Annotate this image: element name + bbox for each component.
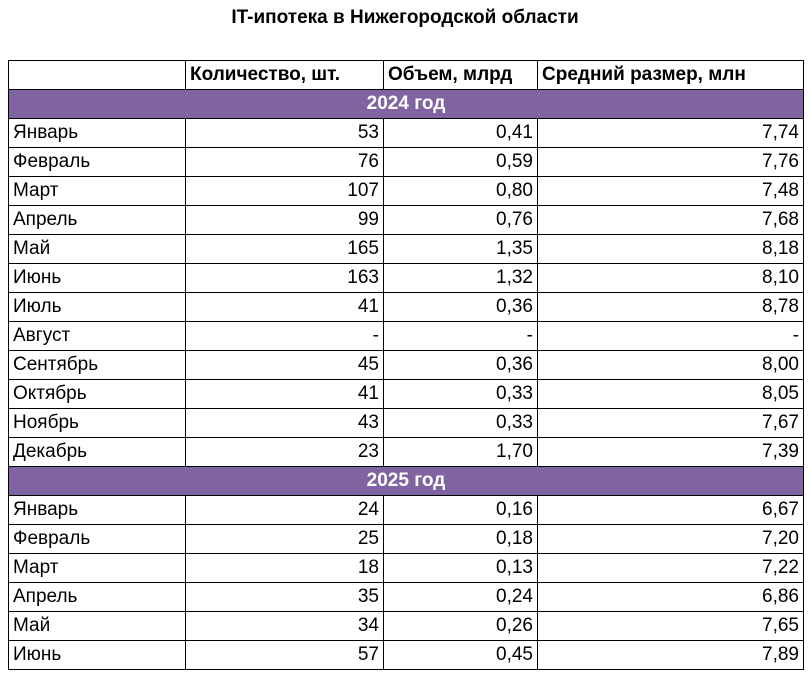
count-cell: 18 (186, 554, 384, 583)
table-row (9, 583, 804, 612)
count-cell: 53 (186, 119, 384, 148)
table-row (9, 322, 804, 351)
count-cell: 41 (186, 293, 384, 322)
month-cell: Февраль (9, 525, 186, 554)
count-cell: 43 (186, 409, 384, 438)
volume-cell: 1,70 (384, 438, 538, 467)
month-cell: Июнь (9, 641, 186, 670)
volume-cell: 0,33 (384, 409, 538, 438)
month-cell: Август (9, 322, 186, 351)
volume-cell: 0,76 (384, 206, 538, 235)
month-cell: Апрель (9, 583, 186, 612)
month-cell: Январь (9, 119, 186, 148)
header-count: Количество, шт. (186, 61, 384, 90)
average-cell: 8,18 (538, 235, 804, 264)
volume-cell: 0,24 (384, 583, 538, 612)
section-label: 2024 год (9, 90, 804, 119)
month-cell: Сентябрь (9, 351, 186, 380)
table-row (9, 206, 804, 235)
table-row (9, 641, 804, 670)
table-row (9, 496, 804, 525)
volume-cell: 0,13 (384, 554, 538, 583)
month-cell: Декабрь (9, 438, 186, 467)
volume-cell: 0,36 (384, 293, 538, 322)
count-cell: 107 (186, 177, 384, 206)
header-row (9, 61, 804, 90)
volume-cell: 0,45 (384, 641, 538, 670)
table-row (9, 264, 804, 293)
month-cell: Май (9, 235, 186, 264)
count-cell: 23 (186, 438, 384, 467)
count-cell: 57 (186, 641, 384, 670)
volume-cell: 0,41 (384, 119, 538, 148)
average-cell: 7,22 (538, 554, 804, 583)
volume-cell: 0,16 (384, 496, 538, 525)
average-cell: 7,68 (538, 206, 804, 235)
average-cell: 7,20 (538, 525, 804, 554)
month-cell: Апрель (9, 206, 186, 235)
table-body (9, 61, 804, 670)
average-cell: 7,48 (538, 177, 804, 206)
volume-cell: 1,32 (384, 264, 538, 293)
mortgage-table (8, 60, 804, 670)
month-cell: Октябрь (9, 380, 186, 409)
volume-cell: 0,80 (384, 177, 538, 206)
table-row (9, 612, 804, 641)
table-row (9, 235, 804, 264)
count-cell: 34 (186, 612, 384, 641)
table-row (9, 119, 804, 148)
count-cell: - (186, 322, 384, 351)
section-label: 2025 год (9, 467, 804, 496)
average-cell: 7,65 (538, 612, 804, 641)
count-cell: 41 (186, 380, 384, 409)
volume-cell: 0,33 (384, 380, 538, 409)
header-volume: Объем, млрд (384, 61, 538, 90)
count-cell: 24 (186, 496, 384, 525)
month-cell: Март (9, 177, 186, 206)
table-row (9, 351, 804, 380)
month-cell: Ноябрь (9, 409, 186, 438)
table-row (9, 438, 804, 467)
volume-cell: 0,59 (384, 148, 538, 177)
average-cell: 7,74 (538, 119, 804, 148)
count-cell: 45 (186, 351, 384, 380)
count-cell: 25 (186, 525, 384, 554)
page-title: IT-ипотека в Нижегородской области (231, 7, 579, 28)
table-row (9, 380, 804, 409)
table-row (9, 525, 804, 554)
average-cell: 7,89 (538, 641, 804, 670)
average-cell: 8,05 (538, 380, 804, 409)
volume-cell: 0,18 (384, 525, 538, 554)
month-cell: Июнь (9, 264, 186, 293)
average-cell: 7,39 (538, 438, 804, 467)
average-cell: 8,78 (538, 293, 804, 322)
count-cell: 35 (186, 583, 384, 612)
volume-cell: 0,36 (384, 351, 538, 380)
count-cell: 76 (186, 148, 384, 177)
average-cell: 6,86 (538, 583, 804, 612)
volume-cell: 1,35 (384, 235, 538, 264)
count-cell: 99 (186, 206, 384, 235)
average-cell: 7,76 (538, 148, 804, 177)
table-row (9, 293, 804, 322)
average-cell: - (538, 322, 804, 351)
table-row (9, 177, 804, 206)
volume-cell: - (384, 322, 538, 351)
month-cell: Май (9, 612, 186, 641)
average-cell: 8,10 (538, 264, 804, 293)
count-cell: 165 (186, 235, 384, 264)
count-cell: 163 (186, 264, 384, 293)
table-row (9, 409, 804, 438)
average-cell: 6,67 (538, 496, 804, 525)
section-row (9, 90, 804, 119)
volume-cell: 0,26 (384, 612, 538, 641)
month-cell: Февраль (9, 148, 186, 177)
section-row (9, 467, 804, 496)
month-cell: Июль (9, 293, 186, 322)
month-cell: Март (9, 554, 186, 583)
average-cell: 8,00 (538, 351, 804, 380)
month-cell: Январь (9, 496, 186, 525)
average-cell: 7,67 (538, 409, 804, 438)
header-month (9, 61, 186, 90)
table-row (9, 554, 804, 583)
header-average: Средний размер, млн (538, 61, 804, 90)
table-row (9, 148, 804, 177)
